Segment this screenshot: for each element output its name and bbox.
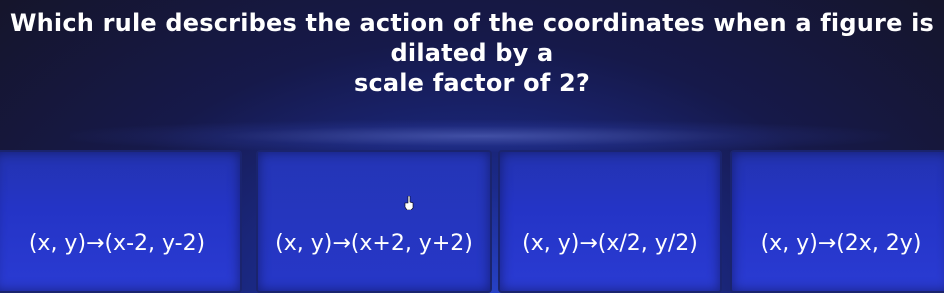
screen-glare [70, 120, 890, 152]
question-text [0, 8, 944, 98]
answer-choice-3-label: (x, y)→(x/2, y/2) [522, 231, 698, 256]
answer-choice-1-label: (x, y)→(x-2, y-2) [28, 231, 206, 256]
answer-choices [0, 150, 944, 293]
answer-choice-4[interactable] [730, 150, 944, 293]
answer-choice-2[interactable] [256, 150, 492, 293]
answer-choice-2-label: (x, y)→(x+2, y+2) [275, 231, 473, 256]
answer-choice-1[interactable] [0, 150, 242, 293]
question-line-1: Which rule describes the action of the coordinates when a figure is dilated by a [9, 9, 935, 67]
hand-cursor-icon [404, 196, 414, 210]
answer-choice-4-label: (x, y)→(2x, 2y) [760, 231, 922, 256]
question-line-2: scale factor of 2? [353, 69, 591, 97]
answer-choice-3[interactable] [498, 150, 722, 293]
